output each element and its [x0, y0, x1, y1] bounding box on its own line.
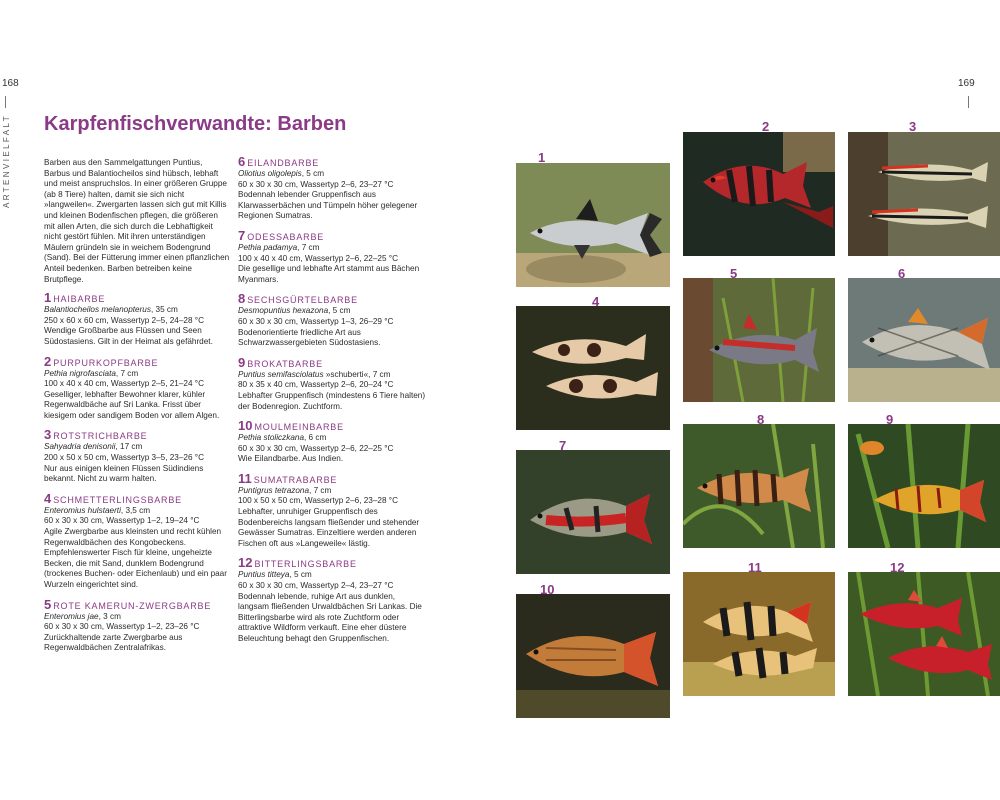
entry-scientific: [44, 612, 230, 623]
species-entry-12: [238, 557, 428, 644]
entry-heading: [238, 420, 428, 433]
photo-number-2: 2: [762, 119, 770, 134]
entry-size: , 7 cm: [115, 368, 139, 378]
entry-description: Lebhafter Gruppenfisch (mindestens 6 Tiere halten) der Bodenregion. Zuchtform.: [238, 390, 426, 411]
entry-scientific: [238, 169, 428, 180]
species-entry-7: [238, 227, 428, 285]
entry-specs: 60 x 30 x 30 cm, Wassertyp 2–6, 22–25 °C: [238, 443, 394, 453]
photo-brokatbarbe: [848, 424, 1000, 548]
entry-size: »schuberti«, 7 cm: [323, 369, 391, 379]
entry-sci-name: Pethia stoliczkana: [238, 433, 304, 443]
entry-heading: [238, 293, 428, 306]
entry-scientific: [44, 506, 230, 517]
entry-heading: [238, 156, 428, 169]
photo-number-7: 7: [559, 438, 567, 453]
photo-number-8: 8: [757, 412, 765, 427]
entry-name: PURPURKOPFBARBE: [53, 357, 159, 368]
entry-size: , 7 cm: [309, 485, 332, 495]
species-entry-1: [44, 292, 230, 347]
entry-specs: 60 x 30 x 30 cm, Wassertyp 1–2, 23–26 °C: [44, 622, 200, 632]
entry-scientific: [238, 486, 428, 497]
species-entry-4: [44, 490, 230, 591]
entry-specs: 100 x 40 x 40 cm, Wassertyp 2–5, 21–24 °C: [44, 379, 204, 389]
photo-number-6: 6: [898, 266, 906, 281]
entry-description: Bodennah lebender Gruppenfisch aus Klarwasserbächen und Tümpeln höher gelegener Regionen Sumatras.: [238, 190, 418, 221]
photo-odessabarbe: [516, 450, 670, 574]
entry-number: 3: [44, 427, 52, 443]
right-page-rule: [968, 96, 969, 108]
entry-description: Wie Eilandbarbe. Aus Indien.: [238, 454, 344, 464]
photo-number-12: 12: [890, 560, 905, 575]
entry-number: 9: [238, 354, 246, 370]
species-entry-9: [238, 354, 428, 412]
entry-sci-name: Puntius titteya: [238, 570, 290, 580]
entry-name: EILANDBARBE: [247, 158, 320, 168]
entry-heading: [44, 596, 230, 612]
entry-sci-name: Pethia padamya: [238, 242, 298, 252]
entry-size: , 17 cm: [115, 442, 143, 452]
entry-number: 5: [44, 596, 52, 612]
species-entry-10: [238, 420, 428, 465]
entry-sci-name: Oliotius oligolepis: [238, 169, 302, 178]
entry-number: 2: [44, 353, 52, 369]
photo-number-5: 5: [730, 266, 738, 281]
photo-moulmeinbarbe: [516, 594, 670, 718]
photo-schmetterlingsbarbe: [516, 306, 670, 430]
entry-heading: [44, 429, 230, 442]
right-page-number: 169: [958, 78, 975, 89]
photo-rotstrichbarbe: [848, 132, 1000, 256]
photo-number-11: 11: [748, 560, 762, 575]
entry-scientific: [238, 570, 428, 581]
entry-name: ROTSTRICHBARBE: [53, 431, 148, 442]
entry-number: 10: [238, 418, 253, 434]
page-title: Karpfenfischverwandte: Barben: [44, 113, 347, 135]
entry-sci-name: Puntigrus tetrazona: [238, 485, 310, 495]
entry-number: 6: [238, 154, 246, 169]
entry-description: Lebhafter, unruhiger Gruppenfisch des Bodenbereichs langsam fließender und stehender Gewässer Sumatras. Einzeltiere werden anderen Fischen oft aus »Langeweile« lästig.: [238, 507, 420, 548]
entry-scientific: [238, 243, 428, 254]
entry-description: Zurückhaltende zarte Zwergbarbe aus Regenwaldbächen Zentralafrikas.: [44, 632, 183, 653]
entry-specs: 60 x 30 x 30 cm, Wassertyp 2–6, 23–27 °C: [238, 179, 394, 189]
entry-description: Wendige Großbarbe aus Flüssen und Seen Südostasiens. Gilt in der Heimat als gefährdet.: [44, 326, 213, 346]
entry-name: ODESSABARBE: [247, 231, 325, 242]
entry-description: Agile Zwergbarbe aus kleinsten und recht kühlen Regenwaldbächen des Kongobeckens. Empfehlenswerter Fisch für kleine, ungeheizte Becken, die mit Sand, dunklem Bodengrund (trockenes Buchen- oder Eichenlaub) und ein paar Wurzeln eingerichtet sind.: [44, 527, 227, 589]
entry-number: 8: [238, 291, 246, 307]
species-entry-8: [238, 293, 428, 348]
entry-scientific: [238, 433, 428, 444]
species-entry-2: [44, 353, 230, 422]
entry-heading: [238, 470, 428, 486]
entry-specs: 80 x 35 x 40 cm, Wassertyp 2–6, 20–24 °C: [238, 380, 394, 390]
entry-heading: [238, 227, 428, 243]
entry-name: HAIBARBE: [53, 294, 106, 305]
entry-scientific: [238, 306, 428, 317]
entry-specs: 60 x 30 x 30 cm, Wassertyp 2–4, 23–27 °C: [238, 581, 394, 591]
entry-heading: [238, 557, 428, 570]
entry-heading: [44, 490, 230, 506]
entry-number: 11: [238, 470, 252, 486]
section-side-label: ARTENVIELFALT: [2, 113, 11, 208]
photo-sumatrabarbe: [683, 572, 835, 696]
entry-description: Die gesellige und lebhafte Art stammt aus Bächen Myanmars.: [238, 264, 420, 284]
entry-scientific: [44, 305, 230, 316]
text-column-right: [238, 156, 428, 653]
entry-sci-name: Desmopuntius hexazona: [238, 306, 329, 316]
entry-specs: 100 x 40 x 40 cm, Wassertyp 2–6, 22–25 °C: [238, 253, 398, 263]
entry-size: , 5 cm: [289, 570, 312, 580]
entry-name: SECHSGÜRTELBARBE: [247, 295, 358, 306]
species-entry-5: [44, 596, 230, 654]
entry-description: Geselliger, lebhafter Bewohner klarer, kühler Regenwaldbäche auf Sri Lanka. Frisst über kiesigem oder sandigem Boden vor allem Algen.: [44, 389, 220, 420]
entry-heading: [238, 354, 428, 370]
photo-number-10: 10: [540, 582, 555, 597]
entry-specs: 100 x 50 x 50 cm, Wassertyp 2–6, 23–28 °C: [238, 496, 398, 506]
entry-name: SCHMETTERLINGSBARBE: [53, 494, 182, 505]
entry-description: Nur aus einigen kleinen Flüssen Südindiens bekannt. Nicht zu warm halten.: [44, 463, 204, 484]
entry-specs: 60 x 30 x 30 cm, Wassertyp 1–3, 26–29 °C: [238, 316, 394, 326]
entry-name: ROTE KAMERUN-ZWERGBARBE: [53, 600, 212, 611]
entry-name: BROKATBARBE: [247, 358, 323, 369]
entry-number: 7: [238, 227, 246, 243]
photo-number-9: 9: [886, 412, 894, 427]
entry-size: , 3,5 cm: [120, 505, 151, 515]
photo-number-1: 1: [538, 150, 546, 165]
photo-rote-kamerun-zwergbarbe: [683, 278, 835, 402]
entry-sci-name: Balantiocheilos melanopterus: [44, 305, 151, 315]
entry-size: , 7 cm: [297, 242, 320, 252]
entry-sci-name: Pethia nigrofasciata: [44, 368, 116, 378]
entry-size: , 5 cm: [328, 306, 351, 316]
entry-number: 1: [44, 290, 52, 306]
photo-purpurkopfbarbe: [683, 132, 835, 256]
photo-sechsguertelbarbe: [683, 424, 835, 548]
entry-sci-name: Enteromius jae: [44, 611, 99, 621]
entry-sci-name: Sahyadria denisonii: [44, 442, 116, 452]
species-entry-11: [238, 470, 428, 550]
species-entry-3: [44, 429, 230, 484]
entry-name: SUMATRABARBE: [253, 474, 338, 485]
entry-specs: 250 x 60 x 60 cm, Wassertyp 2–5, 24–28 °C: [44, 315, 204, 325]
photo-bitterlingsbarbe: [848, 572, 1000, 696]
photo-eilandbarbe: [848, 278, 1000, 402]
entry-name: BITTERLINGSBARBE: [254, 559, 357, 570]
left-page-rule: [5, 96, 6, 108]
entry-size: , 3 cm: [98, 611, 121, 621]
entry-size: , 5 cm: [301, 169, 325, 178]
left-page-number: 168: [2, 78, 19, 89]
entry-scientific: [44, 442, 230, 453]
entry-description: Bodenorientierte friedliche Art aus Schwarzwassergebieten Südostasiens.: [238, 327, 381, 348]
entry-number: 12: [238, 555, 253, 571]
entry-name: MOULMEINBARBE: [254, 422, 344, 433]
photo-haibarbe: [516, 163, 670, 287]
entry-description: Bodennah lebende, ruhige Art aus dunklen, langsam fließenden Urwaldbächen Sri Lankas. Die Bitterlingsbarbe wird als rote Zuchtform oder attraktive Wildform verkauft. Eine eher düstere Beleuchtung behagt den Gruppenfischen.: [238, 591, 422, 643]
entry-sci-name: Puntius semifasciolatus: [238, 369, 324, 379]
entry-number: 4: [44, 490, 52, 506]
entry-size: , 35 cm: [150, 305, 178, 315]
species-entry-6: [238, 156, 428, 222]
photo-number-4: 4: [592, 294, 600, 309]
entry-specs: 200 x 50 x 50 cm, Wassertyp 3–5, 23–26 °C: [44, 453, 204, 463]
entry-sci-name: Enteromius hulstaerti: [44, 505, 121, 515]
photo-number-3: 3: [909, 119, 917, 134]
entry-scientific: [44, 369, 230, 380]
entry-specs: 60 x 30 x 30 cm, Wassertyp 1–2, 19–24 °C: [44, 516, 200, 526]
entry-size: , 6 cm: [304, 433, 327, 443]
entry-heading: [44, 353, 230, 369]
intro-paragraph: Barben aus den Sammelgattungen Puntius, Barbus und Balantiocheilos sind hübsch, lebhaft und meist anspruchslos. In einer größeren Gruppe (ab 8 Tiere) halten, damit sie sich nicht »langweilen«. Zwergarten lassen sich gut mit Killis und kleinen Bodenfischen pflegen, die größeren mit allen Arten, die sich durch die Lebhaftigkeit nicht gestört fühlen. Mit ihren unterständigen Mäulern gründeln sie in weichem Bodengrund (Sand). Bei der Fütterung immer einen pflanzlichen Anteil bedenken. Barben betreiben keine Brutpflege.: [44, 158, 230, 284]
entry-heading: [44, 292, 230, 305]
text-column-left: [44, 158, 230, 662]
entry-scientific: [238, 370, 428, 381]
